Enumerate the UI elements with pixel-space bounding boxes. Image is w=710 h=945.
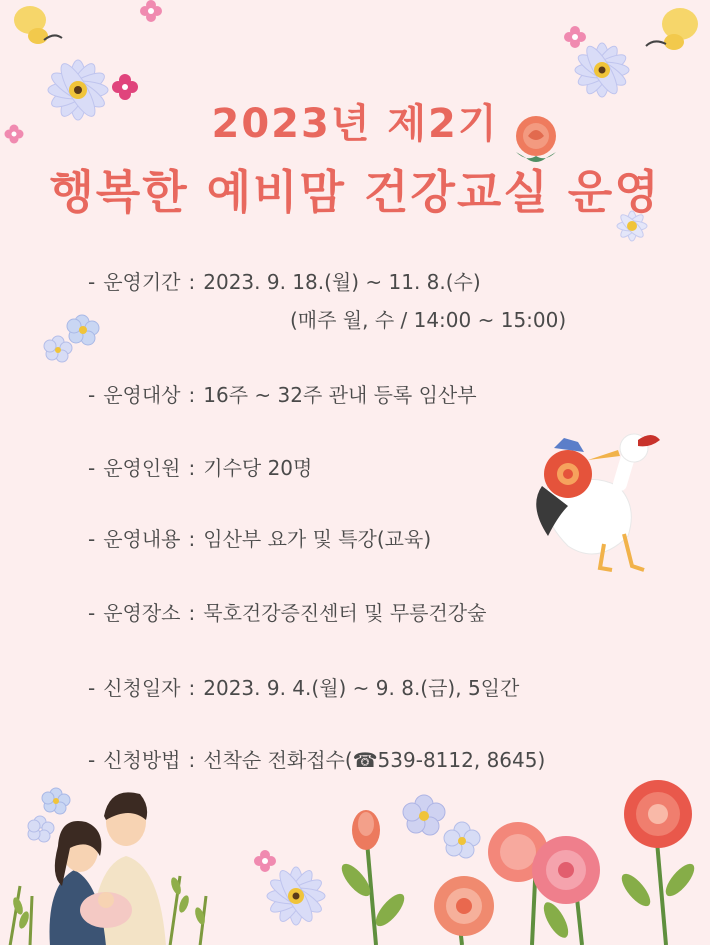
item-value: 2023. 9. 4.(월) ~ 9. 8.(금), 5일간 <box>203 676 520 700</box>
blossom-icon <box>564 26 586 48</box>
item-bullet: - <box>88 601 96 625</box>
title-line-2: 행복한 예비맘 건강교실 운영 <box>49 165 661 219</box>
item-value: 임산부 요가 및 특강(교육) <box>203 527 432 551</box>
info-item-location <box>88 597 486 626</box>
item-value: 기수당 20명 <box>203 456 313 480</box>
item-value: 묵호건강증진센터 및 무릉건강숲 <box>203 601 487 625</box>
item-bullet: - <box>88 456 96 480</box>
daisy-flower-icon <box>262 862 330 930</box>
stork-illustration <box>528 426 678 576</box>
info-item-application-dates <box>88 672 519 701</box>
blue-flower-icon <box>44 310 108 366</box>
item-bullet: - <box>88 527 96 551</box>
item-bullet: - <box>88 748 96 772</box>
item-bullet: - <box>88 270 96 294</box>
title-line-1: 2023년 제2기 <box>211 101 499 147</box>
item-bullet: - <box>88 676 96 700</box>
item-separator: : <box>188 383 196 407</box>
item-label: 신청방법 <box>103 748 181 772</box>
item-label: 운영내용 <box>103 527 181 551</box>
schedule-note: (매주 월, 수 / 14:00 ~ 15:00) <box>290 308 567 332</box>
item-separator: : <box>188 527 196 551</box>
info-item-content <box>88 523 431 552</box>
blossom-icon <box>140 0 162 22</box>
item-bullet: - <box>88 383 96 407</box>
item-separator: : <box>188 601 196 625</box>
item-value: 16주 ~ 32주 관내 등록 임산부 <box>203 383 477 407</box>
item-label: 운영기간 <box>103 270 181 294</box>
couple-illustration <box>10 786 220 945</box>
item-label: 신청일자 <box>103 676 181 700</box>
info-item-capacity <box>88 452 312 481</box>
butterfly-icon <box>640 4 704 56</box>
item-separator: : <box>188 270 196 294</box>
item-label: 운영인원 <box>103 456 181 480</box>
item-label: 운영대상 <box>103 383 181 407</box>
item-value: 선착순 전화접수(☎539-8112, 8645) <box>203 748 546 772</box>
info-item-period <box>88 266 481 295</box>
coral-flowers-illustration <box>336 770 706 945</box>
item-separator: : <box>188 676 196 700</box>
item-value: 2023. 9. 18.(월) ~ 11. 8.(수) <box>203 270 481 294</box>
info-item-target <box>88 379 477 408</box>
item-separator: : <box>188 748 196 772</box>
blossom-icon <box>254 850 276 872</box>
item-separator: : <box>188 456 196 480</box>
info-item-application-method <box>88 744 545 773</box>
item-label: 운영장소 <box>103 601 181 625</box>
butterfly-icon <box>8 2 68 52</box>
